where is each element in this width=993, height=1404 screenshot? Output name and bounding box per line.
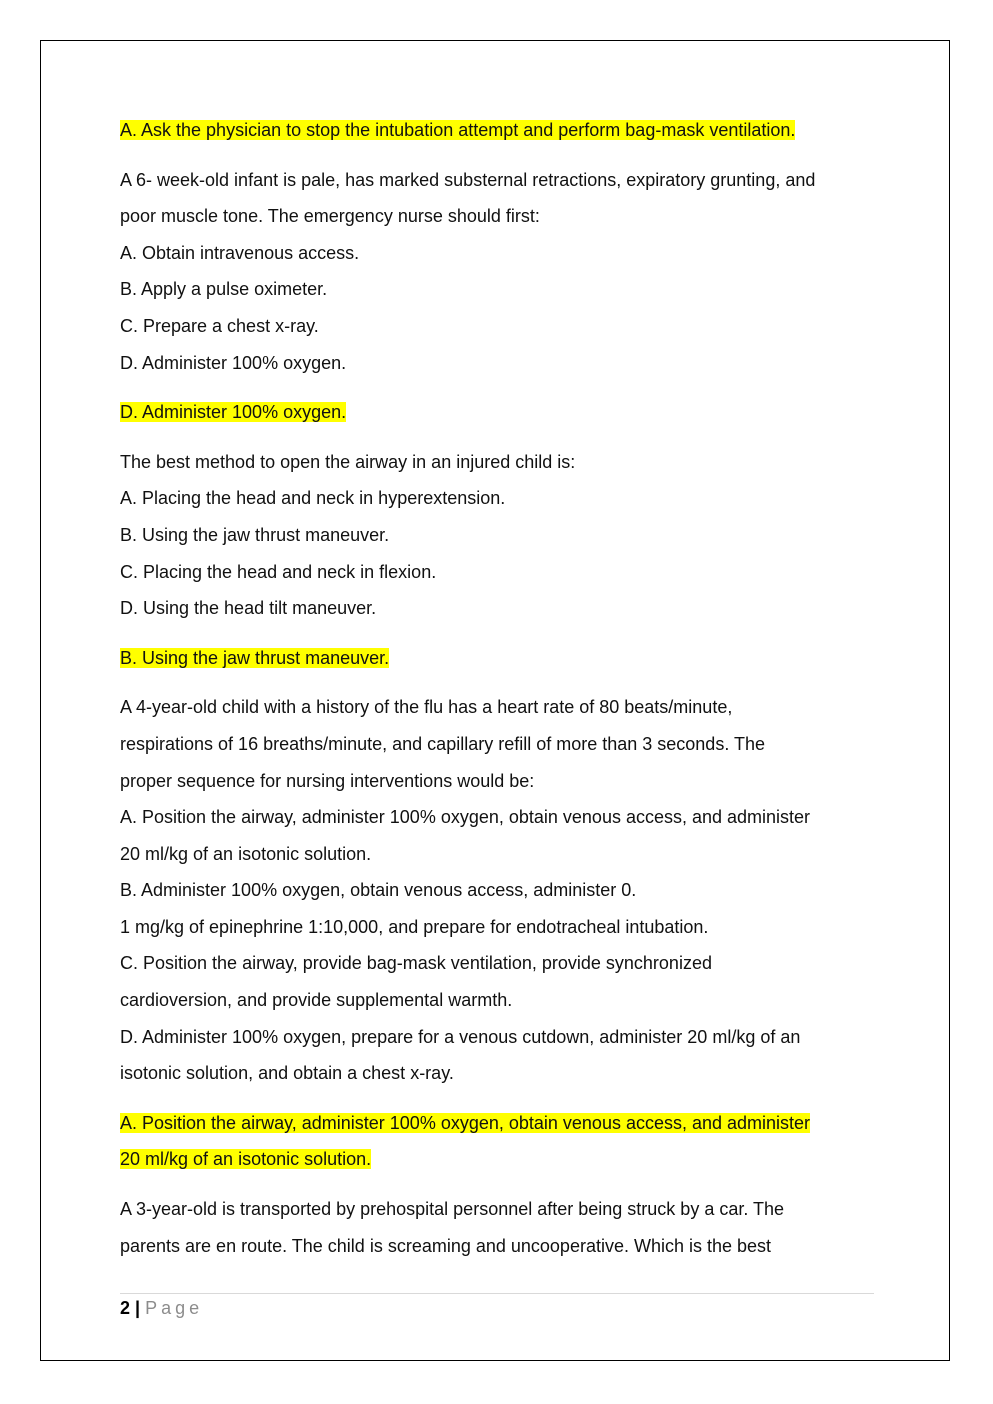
highlighted-answer-line: A. Position the airway, administer 100% oxygen, obtain venous access, and administer — [120, 1112, 811, 1133]
highlighted-answer-line: A. Ask the physician to stop the intubation attempt and perform bag-mask ventilation. — [120, 120, 796, 140]
answer-option-a: A. Obtain intravenous access. — [120, 242, 360, 263]
answer-option-b-continued: 1 mg/kg of epinephrine 1:10,000, and prepare for endotracheal intubation. — [120, 916, 709, 937]
page-footer — [120, 1296, 203, 1320]
page-label: Page — [145, 1298, 204, 1318]
document-body — [120, 112, 880, 1264]
highlighted-answer-line: 20 ml/kg of an isotonic solution. — [120, 1149, 372, 1170]
page-number: 2 — [120, 1298, 131, 1318]
answer-option-b: B. Apply a pulse oximeter. — [120, 279, 328, 300]
question-block — [120, 1191, 880, 1264]
answer-option-a: A. Position the airway, administer 100% oxygen, obtain venous access, and administer — [120, 807, 811, 828]
answer-block — [120, 1105, 880, 1178]
page-separator: | — [135, 1298, 141, 1318]
question-stem-line: poor muscle tone. The emergency nurse should first: — [120, 206, 540, 227]
answer-block — [120, 112, 880, 149]
answer-block — [120, 394, 880, 431]
answer-option-b: B. Administer 100% oxygen, obtain venous access, administer 0. — [120, 880, 637, 901]
question-stem-line: respirations of 16 breaths/minute, and capillary refill of more than 3 seconds. The — [120, 733, 766, 754]
answer-option-a: A. Placing the head and neck in hyperextension. — [120, 488, 506, 509]
question-stem-line: A 3-year-old is transported by prehospital personnel after being struck by a car. The — [120, 1199, 785, 1220]
question-block — [120, 689, 880, 1092]
answer-option-d: D. Administer 100% oxygen, prepare for a venous cutdown, administer 20 ml/kg of an — [120, 1026, 801, 1047]
answer-option-d-continued: isotonic solution, and obtain a chest x-ray. — [120, 1063, 454, 1084]
answer-option-a-continued: 20 ml/kg of an isotonic solution. — [120, 843, 372, 864]
answer-option-b: B. Using the jaw thrust maneuver. — [120, 524, 390, 545]
answer-option-c: C. Prepare a chest x-ray. — [120, 315, 319, 336]
question-stem-line: The best method to open the airway in an injured child is: — [120, 451, 576, 472]
question-stem-line: A 4-year-old child with a history of the flu has a heart rate of 80 beats/minute, — [120, 697, 733, 718]
answer-block — [120, 640, 880, 677]
question-stem-line: A 6- week-old infant is pale, has marked substernal retractions, expiratory grunting, and — [120, 169, 816, 190]
highlighted-answer-line: B. Using the jaw thrust maneuver. — [120, 647, 390, 668]
question-stem-line: proper sequence for nursing interventions would be: — [120, 770, 535, 791]
answer-option-c-continued: cardioversion, and provide supplemental warmth. — [120, 990, 513, 1011]
question-block — [120, 162, 880, 382]
footer-divider — [120, 1293, 874, 1294]
question-block — [120, 444, 880, 627]
question-stem-line: parents are en route. The child is screaming and uncooperative. Which is the best — [120, 1235, 772, 1256]
answer-option-c: C. Position the airway, provide bag-mask ventilation, provide synchronized — [120, 953, 712, 974]
highlighted-answer-line: D. Administer 100% oxygen. — [120, 402, 347, 423]
answer-option-d: D. Using the head tilt maneuver. — [120, 598, 377, 619]
answer-option-c: C. Placing the head and neck in flexion. — [120, 561, 437, 582]
answer-option-d: D. Administer 100% oxygen. — [120, 352, 347, 373]
